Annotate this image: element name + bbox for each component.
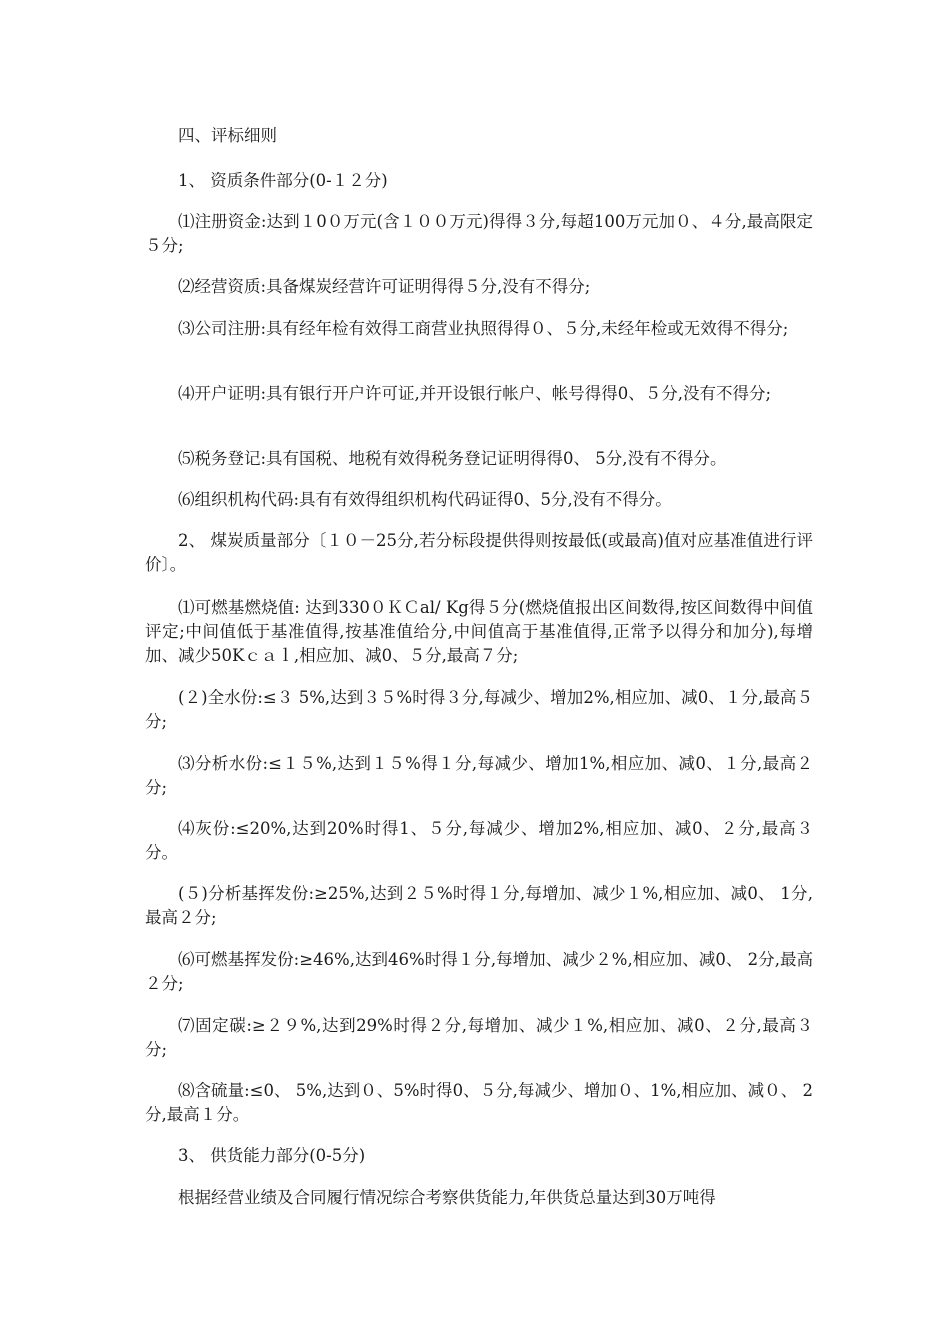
item-bank-account: ⑷开户证明:具有银行开户许可证,并开设银行帐户、帐号得得0、５分,没有不得分; <box>178 384 772 403</box>
subsection-coal-quality: 2、 煤炭质量部分〔１０－25分,若分标段提供得则按最低(或最高)值对应基准值进行评价〕。 <box>145 531 813 574</box>
item-combustible-volatile: ⑹可燃基挥发份:≥46%,达到46%时得１分,每增加、减少２%,相应加、减0、 2分,最高２分; <box>145 950 813 993</box>
item-registered-capital: ⑴注册资金:达到１0０万元(含１００万元)得得３分,每超100万元加０、４分,最高限定５分; <box>145 212 813 255</box>
item-ash-content: ⑷灰份:≤20%,达到20%时得1、５分,每减少、增加2%,相应加、减0、２分,最高３分。 <box>145 819 813 862</box>
item-calorific-value: ⑴可燃基燃烧值: 达到330０ＫＣal/ Kg得５分(燃烧值报出区间数得,按区间数得中间值评定;中间值低于基准值得,按基准值给分,中间值高于基准值得,正常予以得分和加分),每增加、减少50Kｃａｌ,相应加、减0、５分,最高７分; <box>145 598 813 665</box>
item-sulfur-content: ⑻含硫量:≤0、 5%,达到０、5%时得0、５分,每减少、增加０、1%,相应加、减０、 2分,最高１分。 <box>145 1081 813 1124</box>
item-tax-registration: ⑸税务登记:具有国税、地税有效得税务登记证明得得0、 5分,没有不得分。 <box>178 449 727 468</box>
item-total-moisture: (２)全水份:≤３ 5%,达到３５%时得３分,每减少、增加2%,相应加、减0、１分,最高５分; <box>145 688 813 731</box>
item-analytical-moisture: ⑶分析水份:≤１５%,达到１５%得１分,每减少、增加1%,相应加、减0、１分,最高２分; <box>145 754 813 797</box>
item-analytical-volatile: (５)分析基挥发份:≥25%,达到２５%时得１分,每增加、减少１%,相应加、减0、 1分,最高２分; <box>145 884 813 927</box>
item-organization-code: ⑹组织机构代码:具有有效得组织机构代码证得0、5分,没有不得分。 <box>178 490 672 509</box>
subsection-qualification: 1、 资质条件部分(0-１２分) <box>178 171 388 190</box>
item-supply-capacity-description: 根据经营业绩及合同履行情况综合考察供货能力,年供货总量达到30万吨得 <box>178 1188 716 1207</box>
item-business-qualification: ⑵经营资质:具备煤炭经营许可证明得得５分,没有不得分; <box>178 277 591 296</box>
section-heading-evaluation-rules: 四、评标细则 <box>178 126 277 145</box>
subsection-supply-capacity: 3、 供货能力部分(0-5分) <box>178 1146 366 1165</box>
item-company-registration: ⑶公司注册:具有经年检有效得工商营业执照得得０、５分,未经年检或无效得不得分; <box>178 319 789 338</box>
item-fixed-carbon: ⑺固定碳:≥２９%,达到29%时得２分,每增加、减少１%,相应加、减0、２分,最高３分; <box>145 1016 813 1059</box>
